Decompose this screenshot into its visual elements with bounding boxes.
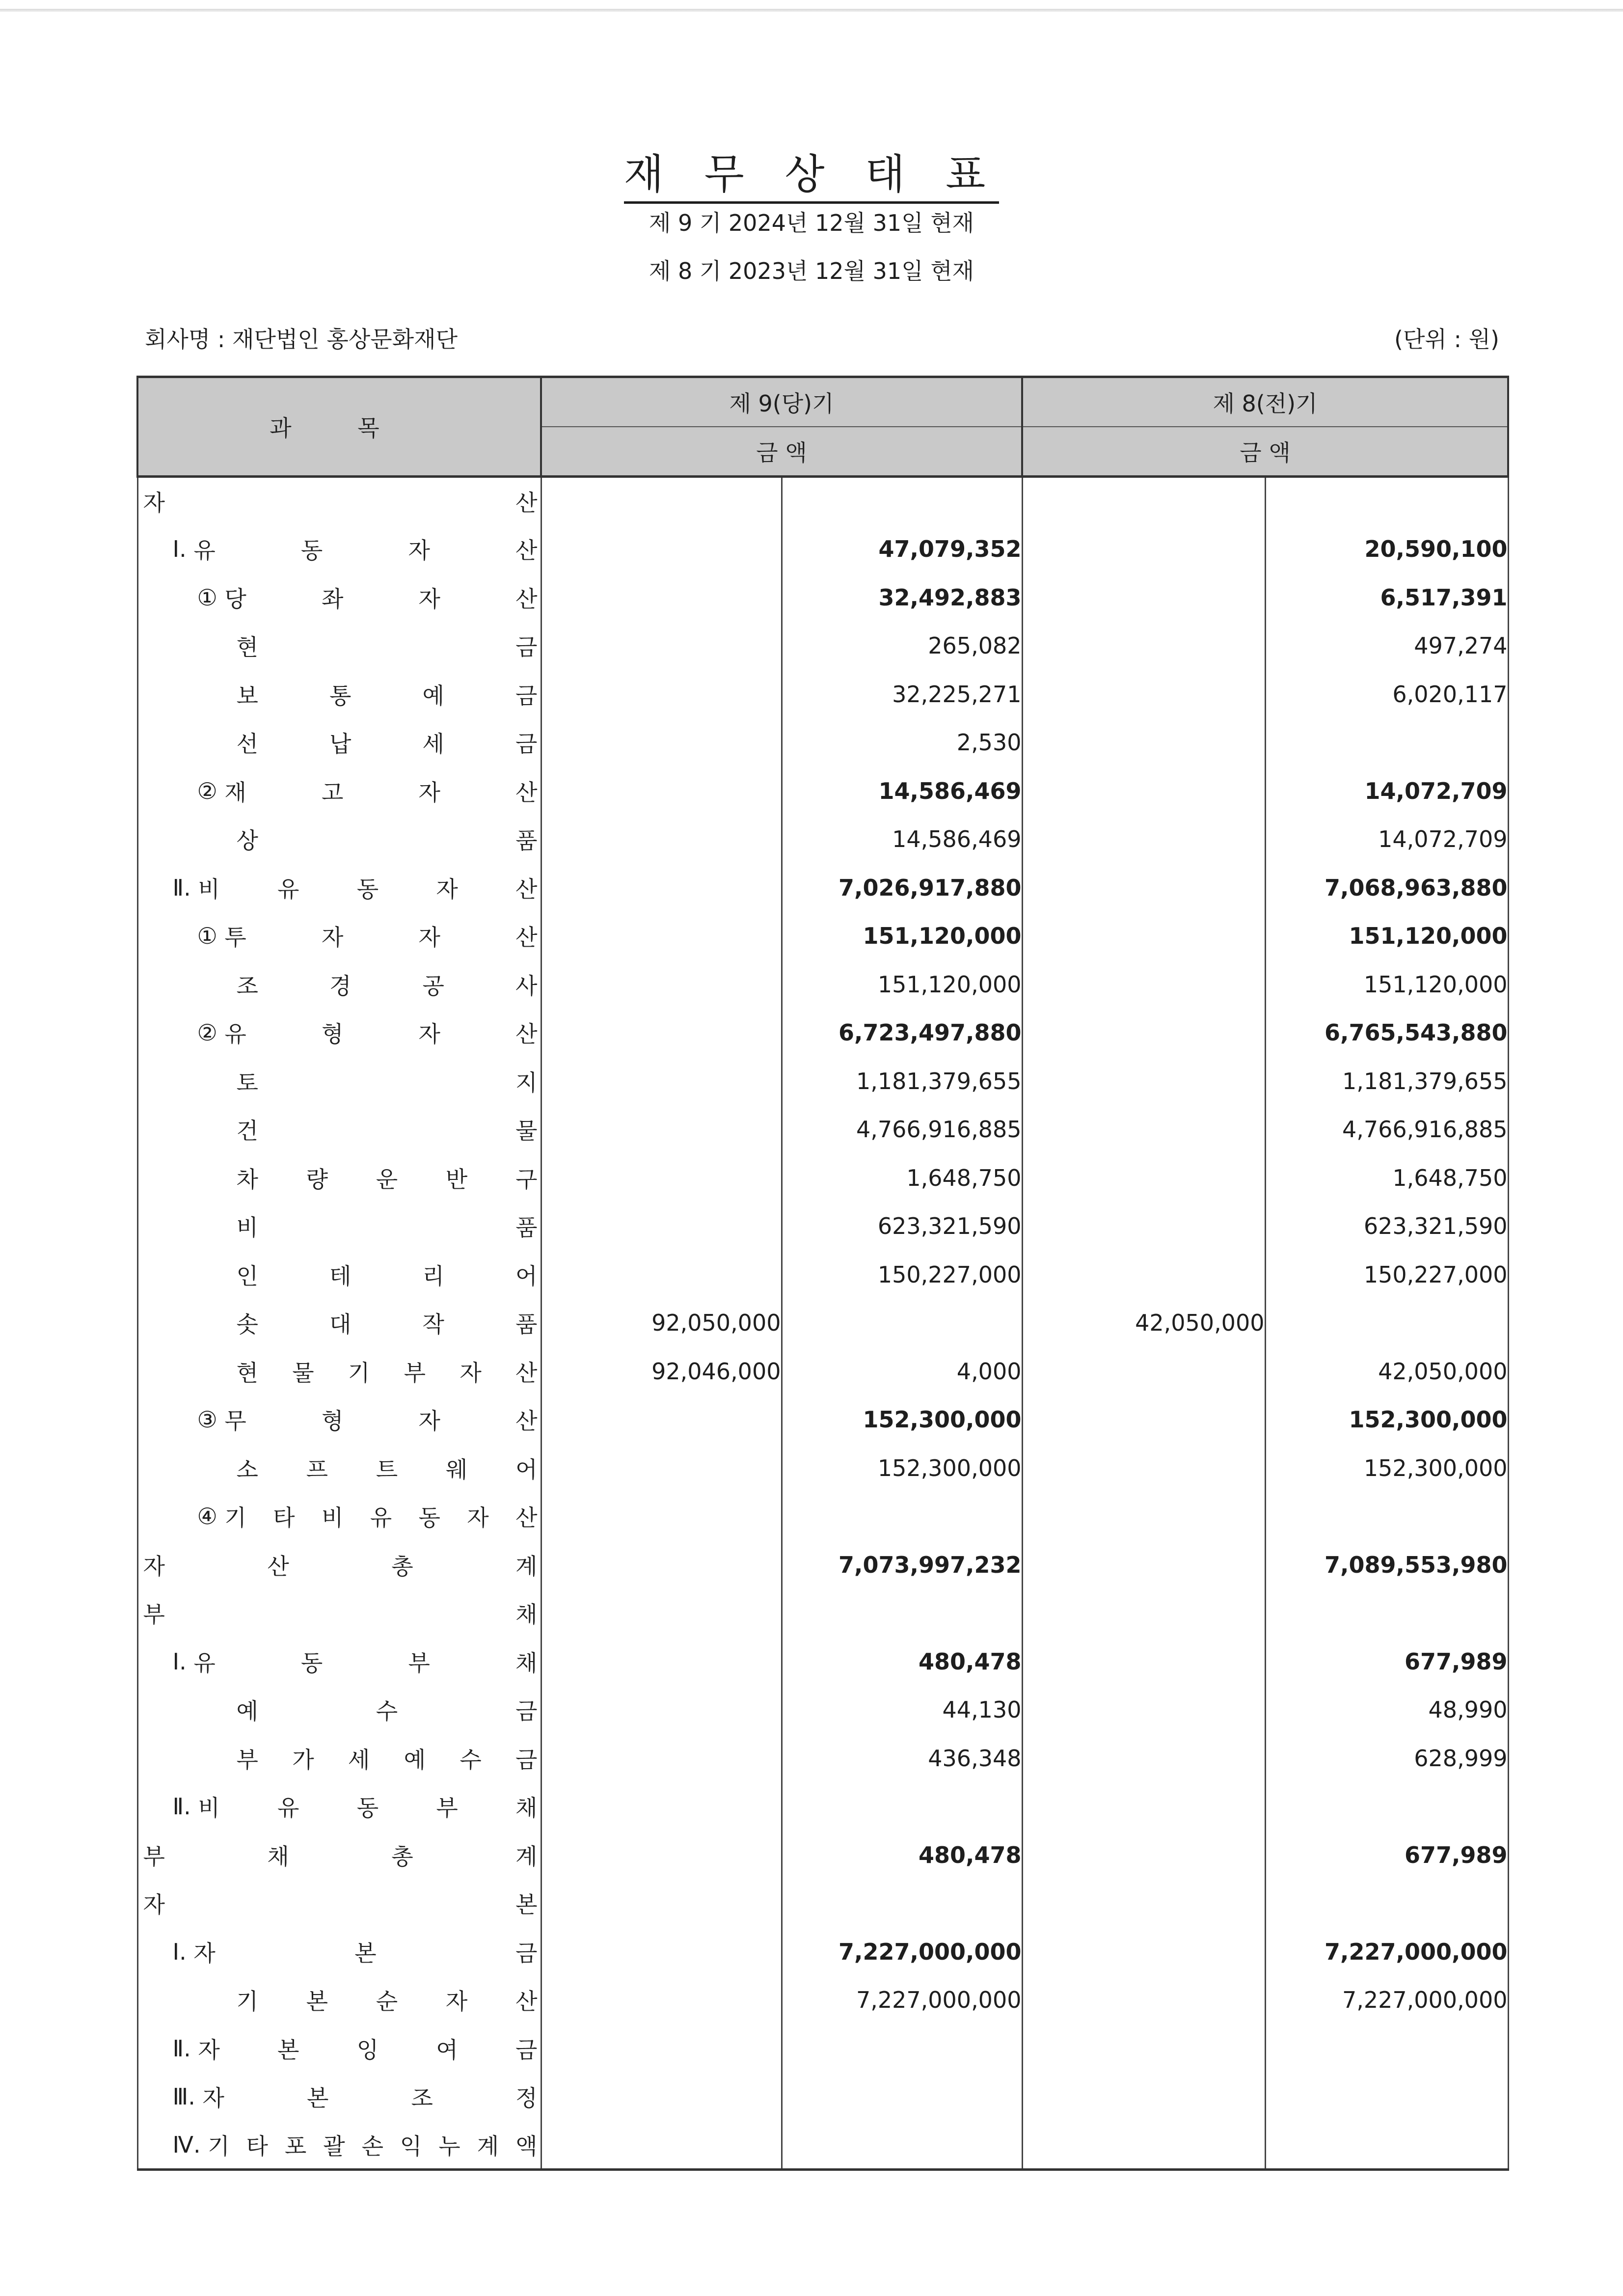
amount-c2 bbox=[782, 2073, 1022, 2121]
amount-p1 bbox=[1022, 1928, 1265, 1976]
amount-p1 bbox=[1022, 960, 1265, 1009]
table-row bbox=[137, 1686, 1508, 1734]
row-label: 비 품 bbox=[236, 1214, 538, 1241]
amount-p1 bbox=[1022, 477, 1265, 525]
scan-edge bbox=[0, 9, 1623, 12]
table-row bbox=[137, 767, 1508, 816]
row-subject bbox=[137, 1251, 541, 1299]
row-label: 인 테 리 어 bbox=[236, 1262, 538, 1289]
amount-p2: 14,072,709 bbox=[1265, 767, 1508, 816]
amount-p2: 628,999 bbox=[1265, 1734, 1508, 1783]
row-subject bbox=[137, 1444, 541, 1493]
row-subject bbox=[137, 477, 541, 525]
table-row bbox=[137, 670, 1508, 719]
row-prefix: ① bbox=[197, 923, 225, 950]
row-prefix: Ⅰ. bbox=[172, 1938, 194, 1965]
amount-c2: 436,348 bbox=[782, 1734, 1022, 1783]
amount-c1 bbox=[541, 1395, 782, 1444]
row-subject bbox=[137, 1347, 541, 1396]
row-prefix: Ⅱ. bbox=[172, 1793, 198, 1820]
table-row bbox=[137, 1154, 1508, 1203]
amount-p1 bbox=[1022, 864, 1265, 912]
header-prior-amount: 금 액 bbox=[1022, 427, 1508, 477]
amount-c2: 4,000 bbox=[782, 1347, 1022, 1396]
amount-p2: 7,068,963,880 bbox=[1265, 864, 1508, 912]
row-prefix: Ⅱ. bbox=[172, 2035, 198, 2062]
amount-p2: 151,120,000 bbox=[1265, 912, 1508, 960]
row-subject bbox=[137, 1782, 541, 1831]
row-subject bbox=[137, 670, 541, 719]
row-subject bbox=[137, 2121, 541, 2170]
amount-c2: 32,492,883 bbox=[782, 574, 1022, 622]
amount-p2 bbox=[1265, 1299, 1508, 1347]
amount-p2: 42,050,000 bbox=[1265, 1347, 1508, 1396]
amount-c2: 7,073,997,232 bbox=[782, 1541, 1022, 1589]
amount-c1 bbox=[541, 477, 782, 525]
amount-c1 bbox=[541, 622, 782, 670]
table-row bbox=[137, 718, 1508, 767]
amount-c2: 623,321,590 bbox=[782, 1202, 1022, 1251]
table-row bbox=[137, 525, 1508, 574]
row-prefix: ② bbox=[197, 777, 225, 804]
amount-c1 bbox=[541, 1782, 782, 1831]
amount-p2 bbox=[1265, 477, 1508, 525]
header-prior-period: 제 8(전)기 bbox=[1022, 377, 1508, 427]
row-subject bbox=[137, 864, 541, 912]
amount-p2 bbox=[1265, 1879, 1508, 1928]
unit-label: (단위 : 원) bbox=[1394, 326, 1499, 353]
amount-p1 bbox=[1022, 1541, 1265, 1589]
table-row bbox=[137, 2024, 1508, 2073]
row-label: 솟 대 작 품 bbox=[236, 1311, 538, 1338]
row-subject bbox=[137, 960, 541, 1009]
amount-p2: 7,227,000,000 bbox=[1265, 1976, 1508, 2024]
amount-p2: 1,181,379,655 bbox=[1265, 1057, 1508, 1106]
table-row bbox=[137, 1251, 1508, 1299]
amount-c1 bbox=[541, 1444, 782, 1493]
amount-c2: 150,227,000 bbox=[782, 1251, 1022, 1299]
row-subject bbox=[137, 1831, 541, 1880]
table-row bbox=[137, 912, 1508, 960]
amount-p1 bbox=[1022, 1831, 1265, 1880]
row-prefix: Ⅰ. bbox=[172, 536, 194, 563]
table-row bbox=[137, 574, 1508, 622]
row-label: 부 채 bbox=[143, 1601, 538, 1628]
amount-c1 bbox=[541, 1105, 782, 1154]
amount-c2: 32,225,271 bbox=[782, 670, 1022, 719]
row-prefix: ① bbox=[197, 584, 225, 611]
table-row bbox=[137, 1879, 1508, 1928]
amount-p1 bbox=[1022, 1202, 1265, 1251]
amount-c1 bbox=[541, 912, 782, 960]
row-subject bbox=[137, 1154, 541, 1203]
period-current: 제 9 기 2024년 12월 31일 현재 bbox=[649, 210, 974, 236]
amount-c2 bbox=[782, 477, 1022, 525]
amount-c1 bbox=[541, 767, 782, 816]
row-label: 유 동 자 산 bbox=[193, 537, 538, 564]
row-label: 자 산 총 계 bbox=[143, 1553, 538, 1580]
row-label: 기 본 순 자 산 bbox=[236, 1988, 538, 2015]
row-subject bbox=[137, 815, 541, 864]
amount-p1 bbox=[1022, 622, 1265, 670]
amount-c1 bbox=[541, 1686, 782, 1734]
amount-c2: 152,300,000 bbox=[782, 1395, 1022, 1444]
row-prefix: Ⅰ. bbox=[172, 1648, 194, 1675]
table-row bbox=[137, 1734, 1508, 1783]
amount-c2 bbox=[782, 1492, 1022, 1541]
amount-p2 bbox=[1265, 2073, 1508, 2121]
amount-p1 bbox=[1022, 912, 1265, 960]
amount-c1: 92,046,000 bbox=[541, 1347, 782, 1396]
table-row bbox=[137, 477, 1508, 525]
row-subject bbox=[137, 718, 541, 767]
amount-c1: 92,050,000 bbox=[541, 1299, 782, 1347]
row-label: 자 본 조 정 bbox=[202, 2085, 538, 2112]
row-label: 비 유 동 부 채 bbox=[198, 1795, 538, 1822]
row-label: 보 통 예 금 bbox=[236, 682, 538, 709]
amount-p1 bbox=[1022, 670, 1265, 719]
table-row bbox=[137, 1057, 1508, 1106]
header-subject: 과 목 bbox=[137, 377, 541, 477]
row-label: 부 채 총 계 bbox=[143, 1843, 538, 1870]
amount-p2: 623,321,590 bbox=[1265, 1202, 1508, 1251]
amount-p1 bbox=[1022, 1734, 1265, 1783]
row-subject bbox=[137, 1734, 541, 1783]
amount-c2: 14,586,469 bbox=[782, 815, 1022, 864]
row-label: 당 좌 자 산 bbox=[224, 585, 538, 612]
row-subject bbox=[137, 1541, 541, 1589]
table-row bbox=[137, 1202, 1508, 1251]
amount-p1 bbox=[1022, 815, 1265, 864]
amount-c2: 7,026,917,880 bbox=[782, 864, 1022, 912]
row-subject bbox=[137, 1879, 541, 1928]
amount-p2: 677,989 bbox=[1265, 1638, 1508, 1686]
row-label: 토 지 bbox=[236, 1069, 538, 1096]
row-label: 기 타 비 유 동 자 산 bbox=[224, 1504, 538, 1531]
row-subject bbox=[137, 1395, 541, 1444]
amount-p1 bbox=[1022, 1444, 1265, 1493]
amount-c1 bbox=[541, 960, 782, 1009]
amount-p1 bbox=[1022, 1638, 1265, 1686]
row-label: 재 고 자 산 bbox=[224, 779, 538, 806]
amount-p1 bbox=[1022, 1105, 1265, 1154]
row-prefix: Ⅳ. bbox=[172, 2131, 208, 2158]
amount-c2: 6,723,497,880 bbox=[782, 1009, 1022, 1057]
header-current-period: 제 9(당)기 bbox=[541, 377, 1022, 427]
table-row bbox=[137, 815, 1508, 864]
amount-p1 bbox=[1022, 1686, 1265, 1734]
amount-p2: 7,089,553,980 bbox=[1265, 1541, 1508, 1589]
table-row bbox=[137, 2121, 1508, 2170]
amount-p1 bbox=[1022, 1395, 1265, 1444]
row-prefix: Ⅱ. bbox=[172, 874, 198, 901]
row-label: 예 수 금 bbox=[236, 1698, 538, 1725]
row-subject bbox=[137, 1976, 541, 2024]
amount-p2: 151,120,000 bbox=[1265, 960, 1508, 1009]
amount-p2 bbox=[1265, 2121, 1508, 2170]
amount-c1 bbox=[541, 1928, 782, 1976]
amount-c2: 4,766,916,885 bbox=[782, 1105, 1022, 1154]
row-subject bbox=[137, 574, 541, 622]
amount-p2 bbox=[1265, 2024, 1508, 2073]
amount-c2: 7,227,000,000 bbox=[782, 1928, 1022, 1976]
amount-c2 bbox=[782, 2024, 1022, 2073]
amount-p1 bbox=[1022, 1251, 1265, 1299]
amount-c1 bbox=[541, 1879, 782, 1928]
row-label: 비 유 동 자 산 bbox=[198, 875, 538, 902]
table-row bbox=[137, 622, 1508, 670]
amount-p1 bbox=[1022, 1879, 1265, 1928]
amount-c1 bbox=[541, 718, 782, 767]
amount-p1 bbox=[1022, 1009, 1265, 1057]
amount-p2: 6,765,543,880 bbox=[1265, 1009, 1508, 1057]
amount-p1 bbox=[1022, 525, 1265, 574]
balance-sheet-table bbox=[136, 376, 1509, 2171]
table-row bbox=[137, 2073, 1508, 2121]
amount-p1 bbox=[1022, 718, 1265, 767]
row-label: 선 납 세 금 bbox=[236, 731, 538, 758]
amount-p1 bbox=[1022, 1782, 1265, 1831]
row-label: 투 자 자 산 bbox=[224, 924, 538, 951]
row-subject bbox=[137, 1009, 541, 1057]
amount-p2: 48,990 bbox=[1265, 1686, 1508, 1734]
row-subject bbox=[137, 2024, 541, 2073]
row-label: 자 산 bbox=[143, 490, 538, 516]
amount-p1 bbox=[1022, 1976, 1265, 2024]
amount-p2: 1,648,750 bbox=[1265, 1154, 1508, 1203]
table-row bbox=[137, 864, 1508, 912]
period-prior: 제 8 기 2023년 12월 31일 현재 bbox=[649, 258, 974, 284]
amount-c1 bbox=[541, 574, 782, 622]
amount-p2: 497,274 bbox=[1265, 622, 1508, 670]
amount-p2: 7,227,000,000 bbox=[1265, 1928, 1508, 1976]
amount-c1 bbox=[541, 2121, 782, 2170]
amount-p2: 152,300,000 bbox=[1265, 1395, 1508, 1444]
row-subject bbox=[137, 2073, 541, 2121]
amount-c2: 1,648,750 bbox=[782, 1154, 1022, 1203]
row-label: 자 본 잉 여 금 bbox=[198, 2036, 538, 2063]
amount-p2: 6,020,117 bbox=[1265, 670, 1508, 719]
row-label: 상 품 bbox=[236, 827, 538, 854]
table-row bbox=[137, 1782, 1508, 1831]
row-subject bbox=[137, 1928, 541, 1976]
table-row bbox=[137, 1831, 1508, 1880]
amount-c2: 2,530 bbox=[782, 718, 1022, 767]
amount-c1 bbox=[541, 1638, 782, 1686]
amount-p2: 20,590,100 bbox=[1265, 525, 1508, 574]
amount-c2 bbox=[782, 1299, 1022, 1347]
row-subject bbox=[137, 1638, 541, 1686]
amount-c2: 480,478 bbox=[782, 1638, 1022, 1686]
row-label: 무 형 자 산 bbox=[224, 1408, 538, 1435]
amount-p1 bbox=[1022, 1492, 1265, 1541]
amount-p1 bbox=[1022, 2024, 1265, 2073]
amount-c1 bbox=[541, 670, 782, 719]
amount-p2: 152,300,000 bbox=[1265, 1444, 1508, 1493]
amount-p1 bbox=[1022, 1347, 1265, 1396]
table-row bbox=[137, 1347, 1508, 1396]
row-subject bbox=[137, 1057, 541, 1106]
amount-c1 bbox=[541, 815, 782, 864]
table-row bbox=[137, 1395, 1508, 1444]
amount-c1 bbox=[541, 2073, 782, 2121]
amount-c2: 152,300,000 bbox=[782, 1444, 1022, 1493]
row-label: 현 금 bbox=[236, 634, 538, 661]
amount-p1 bbox=[1022, 1057, 1265, 1106]
row-label: 자 본 금 bbox=[193, 1940, 538, 1967]
table-row bbox=[137, 1541, 1508, 1589]
row-subject bbox=[137, 622, 541, 670]
amount-c1 bbox=[541, 1251, 782, 1299]
amount-c1 bbox=[541, 525, 782, 574]
table-row bbox=[137, 1976, 1508, 2024]
amount-p1 bbox=[1022, 574, 1265, 622]
company-name: 회사명 : 재단법인 홍상문화재단 bbox=[145, 326, 458, 353]
amount-c1 bbox=[541, 1831, 782, 1880]
page-title: 재 무 상 태 표 bbox=[0, 141, 1623, 201]
row-label: 소 프 트 웨 어 bbox=[236, 1456, 538, 1483]
amount-c2 bbox=[782, 1879, 1022, 1928]
amount-c2: 480,478 bbox=[782, 1831, 1022, 1880]
header-current-amount: 금 액 bbox=[541, 427, 1022, 477]
row-subject bbox=[137, 1299, 541, 1347]
amount-c1 bbox=[541, 1589, 782, 1638]
row-subject bbox=[137, 912, 541, 960]
row-label: 유 동 부 채 bbox=[193, 1649, 538, 1676]
table-row bbox=[137, 1105, 1508, 1154]
row-subject bbox=[137, 767, 541, 816]
amount-c2: 1,181,379,655 bbox=[782, 1057, 1022, 1106]
amount-p1 bbox=[1022, 1154, 1265, 1203]
amount-c1 bbox=[541, 1492, 782, 1541]
amount-p2 bbox=[1265, 1492, 1508, 1541]
row-prefix: ④ bbox=[197, 1503, 225, 1530]
amount-c1 bbox=[541, 1202, 782, 1251]
amount-c1 bbox=[541, 1541, 782, 1589]
row-prefix: ② bbox=[197, 1019, 225, 1046]
amount-p2: 14,072,709 bbox=[1265, 815, 1508, 864]
amount-p2: 677,989 bbox=[1265, 1831, 1508, 1880]
row-subject bbox=[137, 525, 541, 574]
table-row bbox=[137, 1638, 1508, 1686]
amount-c1 bbox=[541, 1009, 782, 1057]
row-label: 유 형 자 산 bbox=[224, 1021, 538, 1048]
amount-p2: 150,227,000 bbox=[1265, 1251, 1508, 1299]
amount-c2: 151,120,000 bbox=[782, 912, 1022, 960]
amount-c2: 265,082 bbox=[782, 622, 1022, 670]
amount-p2 bbox=[1265, 718, 1508, 767]
amount-c1 bbox=[541, 1057, 782, 1106]
table-row bbox=[137, 1589, 1508, 1638]
amount-c2 bbox=[782, 1589, 1022, 1638]
row-label: 현 물 기 부 자 산 bbox=[236, 1359, 538, 1386]
amount-p2 bbox=[1265, 1589, 1508, 1638]
amount-p1 bbox=[1022, 2073, 1265, 2121]
amount-c2: 14,586,469 bbox=[782, 767, 1022, 816]
row-label: 자 본 bbox=[143, 1891, 538, 1918]
amount-p1 bbox=[1022, 1589, 1265, 1638]
amount-p1: 42,050,000 bbox=[1022, 1299, 1265, 1347]
amount-c2: 7,227,000,000 bbox=[782, 1976, 1022, 2024]
row-label: 기 타 포 괄 손 익 누 계 액 bbox=[208, 2132, 538, 2159]
amount-c2 bbox=[782, 2121, 1022, 2170]
table-row bbox=[137, 960, 1508, 1009]
row-subject bbox=[137, 1202, 541, 1251]
amount-c1 bbox=[541, 1976, 782, 2024]
amount-p1 bbox=[1022, 767, 1265, 816]
row-prefix: Ⅲ. bbox=[172, 2083, 203, 2110]
amount-c1 bbox=[541, 1154, 782, 1203]
row-label: 건 물 bbox=[236, 1118, 538, 1145]
table-row bbox=[137, 1009, 1508, 1057]
amount-c1 bbox=[541, 864, 782, 912]
amount-c2: 47,079,352 bbox=[782, 525, 1022, 574]
table-row bbox=[137, 1492, 1508, 1541]
row-subject bbox=[137, 1589, 541, 1638]
row-subject bbox=[137, 1492, 541, 1541]
amount-c2: 151,120,000 bbox=[782, 960, 1022, 1009]
amount-c1 bbox=[541, 2024, 782, 2073]
row-prefix: ③ bbox=[197, 1406, 225, 1433]
table-row bbox=[137, 1928, 1508, 1976]
table-row bbox=[137, 1299, 1508, 1347]
amount-c2: 44,130 bbox=[782, 1686, 1022, 1734]
amount-c2 bbox=[782, 1782, 1022, 1831]
row-label: 부 가 세 예 수 금 bbox=[236, 1746, 538, 1773]
amount-p2: 6,517,391 bbox=[1265, 574, 1508, 622]
amount-p1 bbox=[1022, 2121, 1265, 2170]
row-label: 차 량 운 반 구 bbox=[236, 1166, 538, 1193]
amount-p2: 4,766,916,885 bbox=[1265, 1105, 1508, 1154]
amount-p2 bbox=[1265, 1782, 1508, 1831]
row-label: 조 경 공 사 bbox=[236, 972, 538, 999]
row-subject bbox=[137, 1105, 541, 1154]
amount-c1 bbox=[541, 1734, 782, 1783]
table-row bbox=[137, 1444, 1508, 1493]
row-subject bbox=[137, 1686, 541, 1734]
